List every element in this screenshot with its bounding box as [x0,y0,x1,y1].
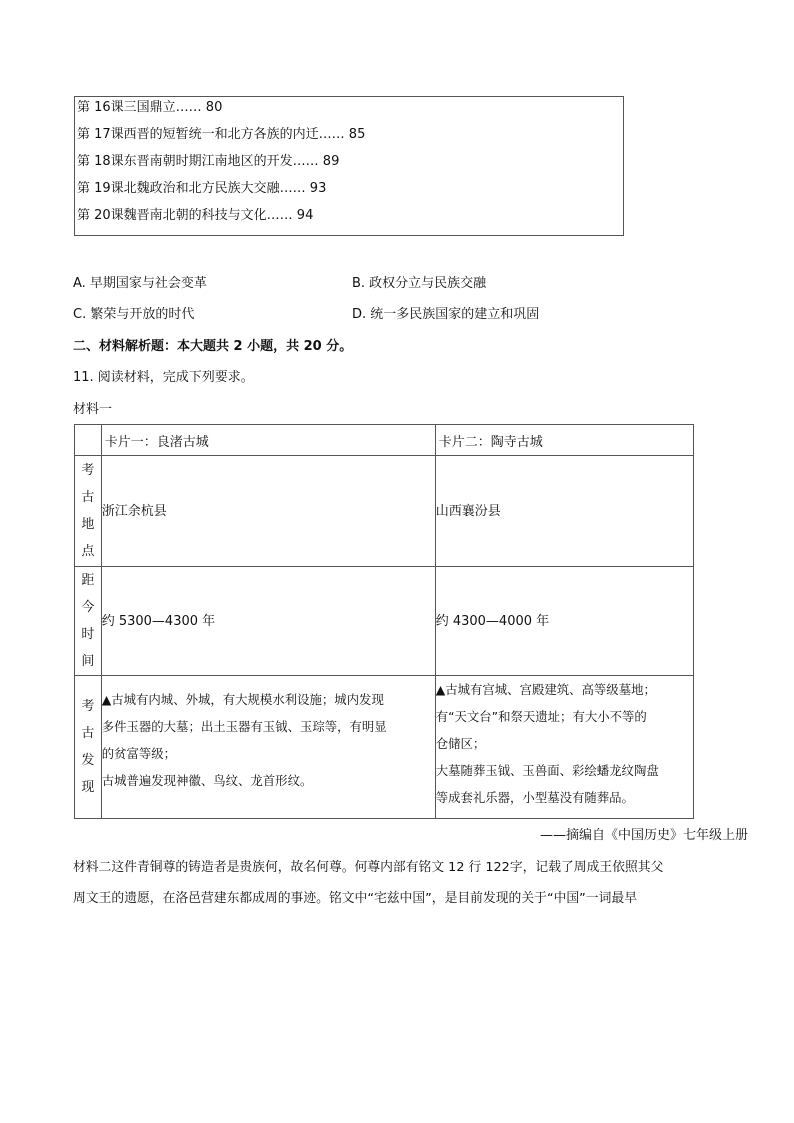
row-label-char: 今 [81,600,95,615]
source-citation: ——摘编自《中国历史》七年级上册 [539,828,748,843]
row-label [75,567,102,676]
toc-box [74,96,624,236]
row-label-char: 考 [81,463,95,478]
finding-line: ▲古城有宫城、宫殿建筑、高等级墓地； [435,682,656,697]
row-label-char: 古 [81,726,95,741]
option-c: C. 繁荣与开放的时代 [73,307,195,322]
row-label-char: 间 [81,654,95,669]
row-label [75,456,102,567]
row-label [75,676,102,819]
material2-line: 材料二这件青铜尊的铸造者是贵族何，故名何尊。何尊内部有铭文 12 行 122字，记载了周成王依照其父 [73,860,664,875]
question-title: 11. 阅读材料，完成下列要求。 [73,370,254,385]
card2-title: 卡片二：陶寺古城 [435,425,693,456]
row-label-char: 时 [81,627,95,642]
option-a: A. 早期国家与社会变革 [73,276,207,291]
finding-line: ▲古城有内城、外城，有大规模水利设施；城内发现 [101,692,384,707]
option-d: D. 统一多民族国家的建立和巩固 [352,307,540,322]
material1-label: 材料一 [73,402,113,417]
row-label-char: 古 [81,490,95,505]
table-header-row [75,425,694,456]
toc-item: 第 17课西晋的短暂统一和北方各族的内迁…… 85 [77,127,366,142]
row-label-char: 发 [81,753,95,768]
row-label-char: 现 [81,780,95,795]
finding-line: 的贫富等级； [101,746,177,761]
finding-line: 等成套礼乐器，小型墓没有随葬品。 [435,790,634,805]
finding-line: 大墓随葬玉钺、玉兽面、彩绘蟠龙纹陶盘 [435,763,659,778]
card2-location: 山西襄汾县 [435,456,693,567]
material-table [74,424,694,819]
card1-findings [101,676,435,819]
toc-item: 第 18课东晋南朝时期江南地区的开发…… 89 [77,154,340,169]
toc-item: 第 19课北魏政治和北方民族大交融…… 93 [77,181,327,196]
toc-item: 第 16课三国鼎立…… 80 [77,100,223,115]
material2-line: 周文王的遗愿，在洛邑营建东都成周的事迹。铭文中“宅兹中国”，是目前发现的关于“中国”一词最早 [73,891,637,906]
card1-location: 浙江余杭县 [101,456,435,567]
card1-title: 卡片一：良渚古城 [101,425,435,456]
option-b: B. 政权分立与民族交融 [352,276,487,291]
finding-line: 仓储区； [435,736,486,751]
row-label-char: 考 [81,699,95,714]
toc-item: 第 20课魏晋南北朝的科技与文化…… 94 [77,208,314,223]
card2-findings [435,676,693,819]
finding-line: 古城普遍发现神徽、鸟纹、龙首形纹。 [101,773,313,788]
card1-time: 约 5300—4300 年 [101,567,435,676]
row-label-char: 点 [81,544,95,559]
finding-line: 有“天文台”和祭天遗址；有大小不等的 [435,709,647,724]
table-row [75,456,694,567]
table-row [75,676,694,819]
finding-line: 多件玉器的大墓；出土玉器有玉钺、玉琮等，有明显 [101,719,387,734]
table-corner-cell [75,425,102,456]
card2-time: 约 4300—4000 年 [435,567,693,676]
table-row [75,567,694,676]
section-heading: 二、材料解析题：本大题共 2 小题，共 20 分。 [73,339,353,354]
row-label-char: 地 [81,517,95,532]
row-label-char: 距 [81,573,95,588]
